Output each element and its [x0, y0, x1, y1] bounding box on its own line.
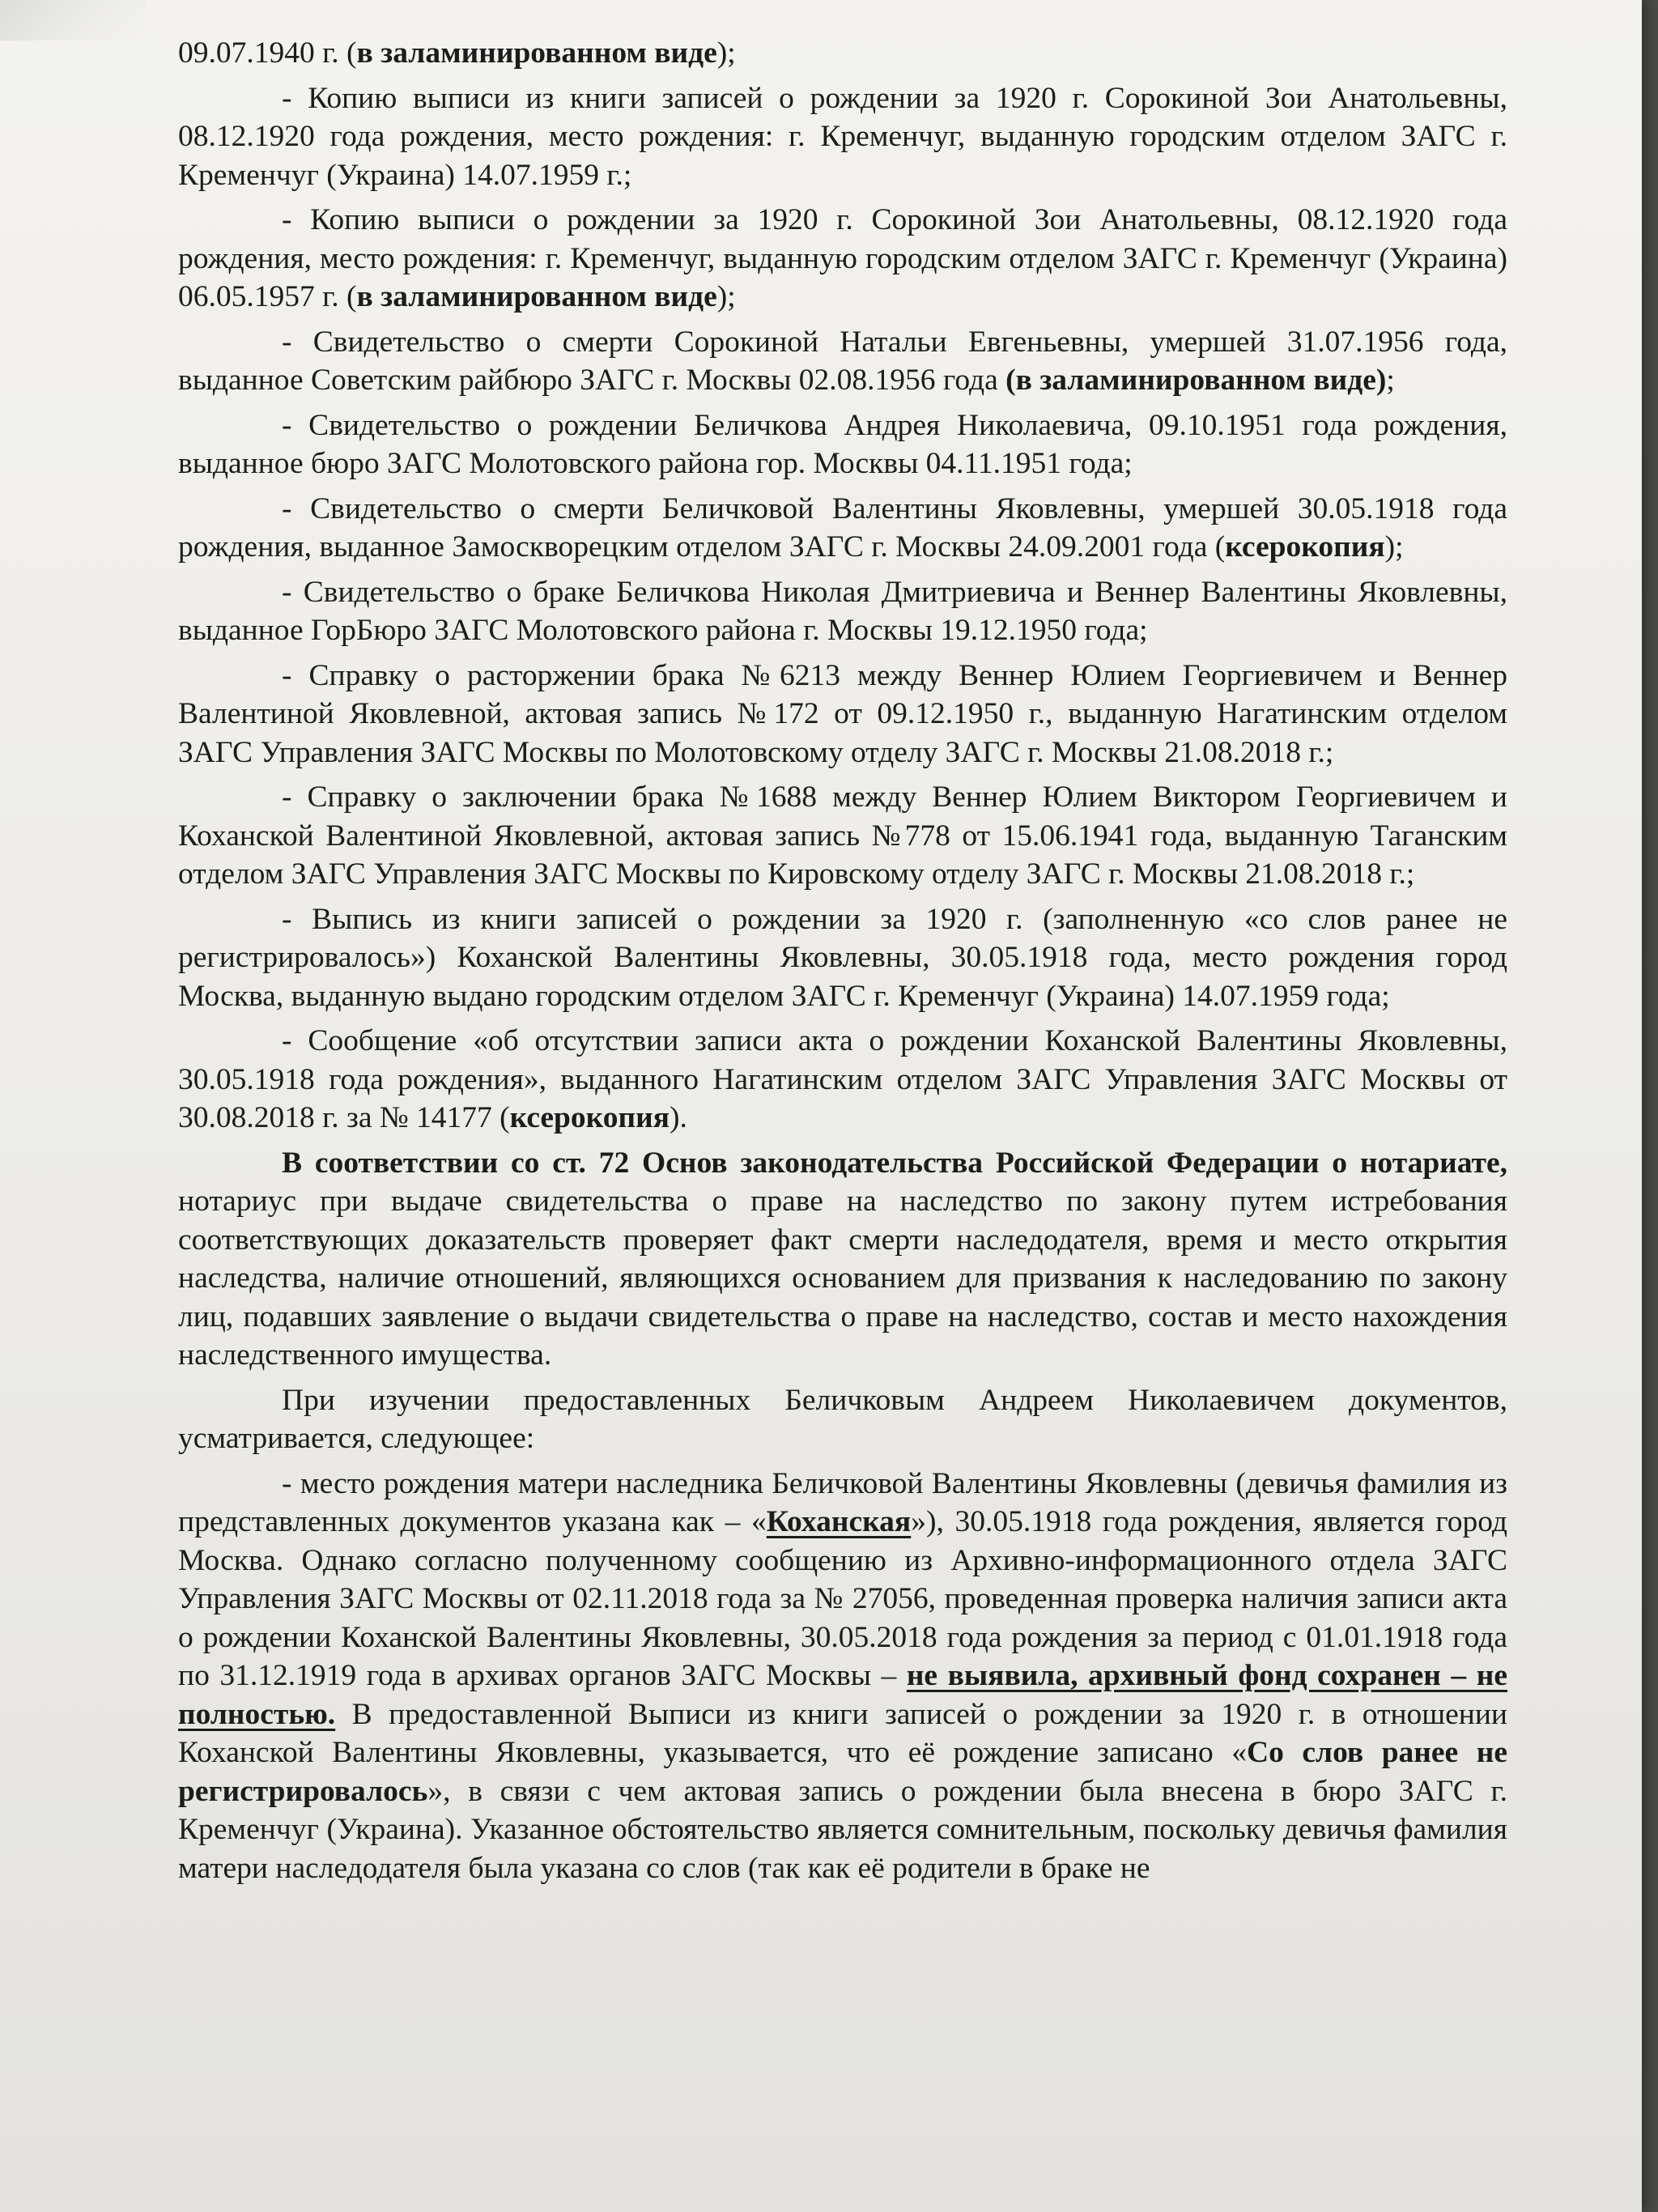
paragraph-findings: - место рождения матери наследника Беличковой Валентины Яковлевны (девичья фамилия из представленных документов указана как – «Коханская»), 30.05.1918 года рождения, является город Москва. Однако согласно полученному сообщению из Архивно-информационного отдела ЗАГС Управления ЗАГС Москвы от 02.11.2018 года за № 27056, проведенная проверка наличия записи акта о рождении Коханской Валентины Яковлевны, 30.05.2018 года рождения за период с 01.01.1918 года по 31.12.1919 года в архивах органов ЗАГС Москвы – не выявила, архивный фонд сохранен – не полностью. В предоставленной Выписи из книги записей о рождении за 1920 г. в отношении Коханской Валентины Яковлевны, указывается, что её рождение записано «Со слов ранее не регистрировалось», в связи с чем актовая запись о рождении была внесена в бюро ЗАГС г. Кременчуг (Украина). Указанное обстоятельство является сомнительным, поскольку девичья фамилия матери наследодателя была указана со слов (так как её родители в браке не	[178, 1466, 1507, 1885]
list-item: - Копию выписи о рождении за 1920 г. Сорокиной Зои Анатольевны, 08.12.1920 года рождения, место рождения: г. Кременчуг, выданную городским отделом ЗАГС г. Кременчуг (Украина) 06.05.1957 г. (в заламинированном виде);	[178, 203, 1507, 313]
paragraph-legal-basis: В соответствии со ст. 72 Основ законодательства Российской Федерации о нотариате, нотариус при выдаче свидетельства о праве на наследство по закону путем истребования соответствующих доказательств проверяет факт смерти наследодателя, время и место открытия наследства, наличие отношений, являющихся основанием для призвания к наследованию по закону лиц, подавших заявление о выдачи свидетельства о праве на наследство, состав и место нахождения наследственного имущества.	[178, 1146, 1507, 1372]
page-fold	[0, 0, 146, 40]
list-item: - Справку о расторжении брака №6213 между Веннер Юлием Георгиевичем и Веннер Валентиной Яковлевной, актовая запись №172 от 09.12.1950 г., выданную Нагатинским отделом ЗАГС Управления ЗАГС Москвы по Молотовскому отделу ЗАГС г. Москвы 21.08.2018 г.;	[178, 658, 1507, 769]
list-item: - Сообщение «об отсутствии записи акта о рождении Коханской Валентины Яковлевны, 30.05.1918 года рождения», выданного Нагатинским отделом ЗАГС Управления ЗАГС Москвы от 30.08.2018 г. за № 14177 (ксерокопия).	[178, 1024, 1507, 1134]
list-item: - Выпись из книги записей о рождении за 1920 г. (заполненную «со слов ранее не регистрировалось») Коханской Валентины Яковлевны, 30.05.1918 года, место рождения город Москва, выданную выдано городским отделом ЗАГС г. Кременчуг (Украина) 14.07.1959 года;	[178, 902, 1507, 1013]
list-item: - Свидетельство о браке Беличкова Николая Дмитриевича и Веннер Валентины Яковлевны, выданное ГорБюро ЗАГС Молотовского района г. Москвы 19.12.1950 года;	[178, 575, 1507, 647]
document-body	[178, 34, 1507, 1894]
list-item: - Свидетельство о рождении Беличкова Андрея Николаевича, 09.10.1951 года рождения, выданное бюро ЗАГС Молотовского района гор. Москвы 04.11.1951 года;	[178, 408, 1507, 480]
list-item: - Свидетельство о смерти Беличковой Валентины Яковлевны, умершей 30.05.1918 года рождения, выданное Замоскворецким отделом ЗАГС г. Москвы 24.09.2001 года (ксерокопия);	[178, 491, 1507, 564]
line-continuation: 09.07.1940 г. (в заламинированном виде);	[178, 36, 736, 70]
list-item: - Справку о заключении брака №1688 между Веннер Юлием Виктором Георгиевичем и Коханской Валентиной Яковлевной, актовая запись №778 от 15.06.1941 года, выданную Таганским отделом ЗАГС Управления ЗАГС Москвы по Кировскому отделу ЗАГС г. Москвы 21.08.2018 г.;	[178, 781, 1507, 891]
list-item: - Копию выписи из книги записей о рождении за 1920 г. Сорокиной Зои Анатольевны, 08.12.1920 года рождения, место рождения: г. Кременчуг, выданную городским отделом ЗАГС г. Кременчуг (Украина) 14.07.1959 г.;	[178, 81, 1507, 192]
paragraph-review: При изучении предоставленных Беличковым Андреем Николаевичем документов, усматривается, следующее:	[178, 1383, 1507, 1455]
list-item: - Свидетельство о смерти Сорокиной Натальи Евгеньевны, умершей 31.07.1956 года, выданное Советским райбюро ЗАГС г. Москвы 02.08.1956 года (в заламинированном виде);	[178, 325, 1507, 397]
